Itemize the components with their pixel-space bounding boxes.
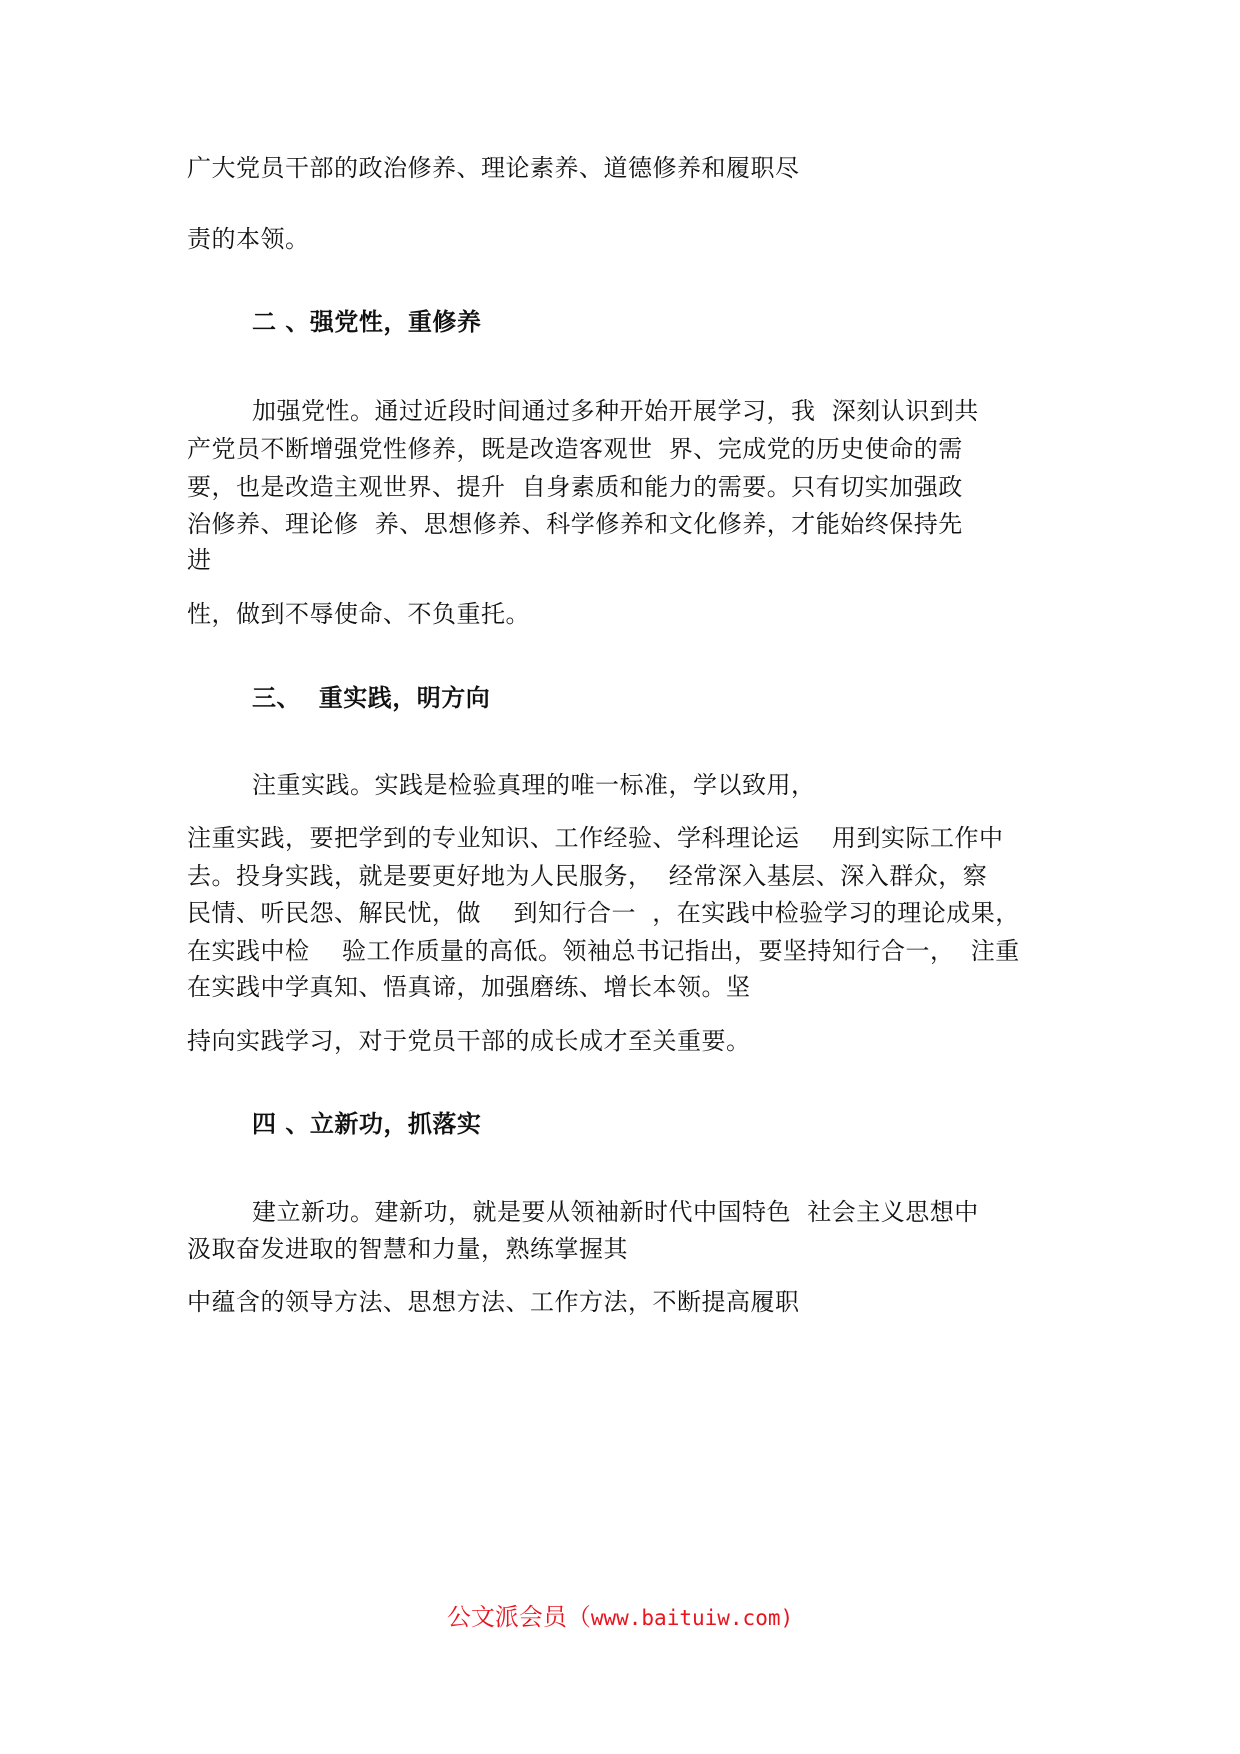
body-text-line: 性，做到不辱使命、不负重托。 [187,600,530,628]
section-heading-3: 三、 重实践，明方向 [252,684,491,712]
body-text-line: 注重实践，要把学到的专业知识、工作经验、学科理论运 用到实际工作中 [187,824,1004,852]
body-text-line: 注重实践。实践是检验真理的唯一标准，学以致用， [252,771,816,799]
body-text-line: 中蕴含的领导方法、思想方法、工作方法，不断提高履职 [187,1288,800,1316]
body-text-line: 汲取奋发进取的智慧和力量，熟练掌握其 [187,1235,628,1263]
footer-url-link[interactable]: www.baituiw.com) [590,1606,794,1630]
body-text-line: 责的本领。 [187,225,310,253]
body-text-line: 在实践中学真知、悟真谛，加强磨练、增长本领。坚 [187,973,751,1001]
body-text-line: 产党员不断增强党性修养，既是改造客观世 界、完成党的历史使命的需 [187,435,963,463]
body-text-line: 要，也是改造主观世界、提升 自身素质和能力的需要。只有切实加强政 [187,473,963,501]
footer-label: 公文派会员（ [446,1603,591,1631]
body-text-line: 民情、听民怨、解民忧，做 到知行合一 ，在实践中检验学习的理论成果， [187,899,1020,927]
footer-watermark [0,1597,1240,1638]
body-text-line: 治修养、理论修 养、思想修养、科学修养和文化修养，才能始终保持先 [187,510,963,538]
section-heading-4: 四 、立新功，抓落实 [252,1110,482,1138]
body-text-line: 加强党性。通过近段时间通过多种开始开展学习，我 深刻认识到共 [252,397,979,425]
body-text-line: 在实践中检 验工作质量的高低。领袖总书记指出，要坚持知行合一， 注重 [187,937,1020,965]
body-text-line: 持向实践学习，对于党员干部的成长成才至关重要。 [187,1027,751,1055]
body-text-line: 进 [187,546,212,574]
body-text-line: 建立新功。建新功，就是要从领袖新时代中国特色 社会主义思想中 [252,1198,979,1226]
body-text-line: 广大党员干部的政治修养、理论素养、道德修养和履职尽 [187,154,800,182]
body-text-line: 去。投身实践，就是要更好地为人民服务， 经常深入基层、深入群众，察 [187,862,988,890]
section-heading-2: 二 、强党性，重修养 [252,308,482,336]
